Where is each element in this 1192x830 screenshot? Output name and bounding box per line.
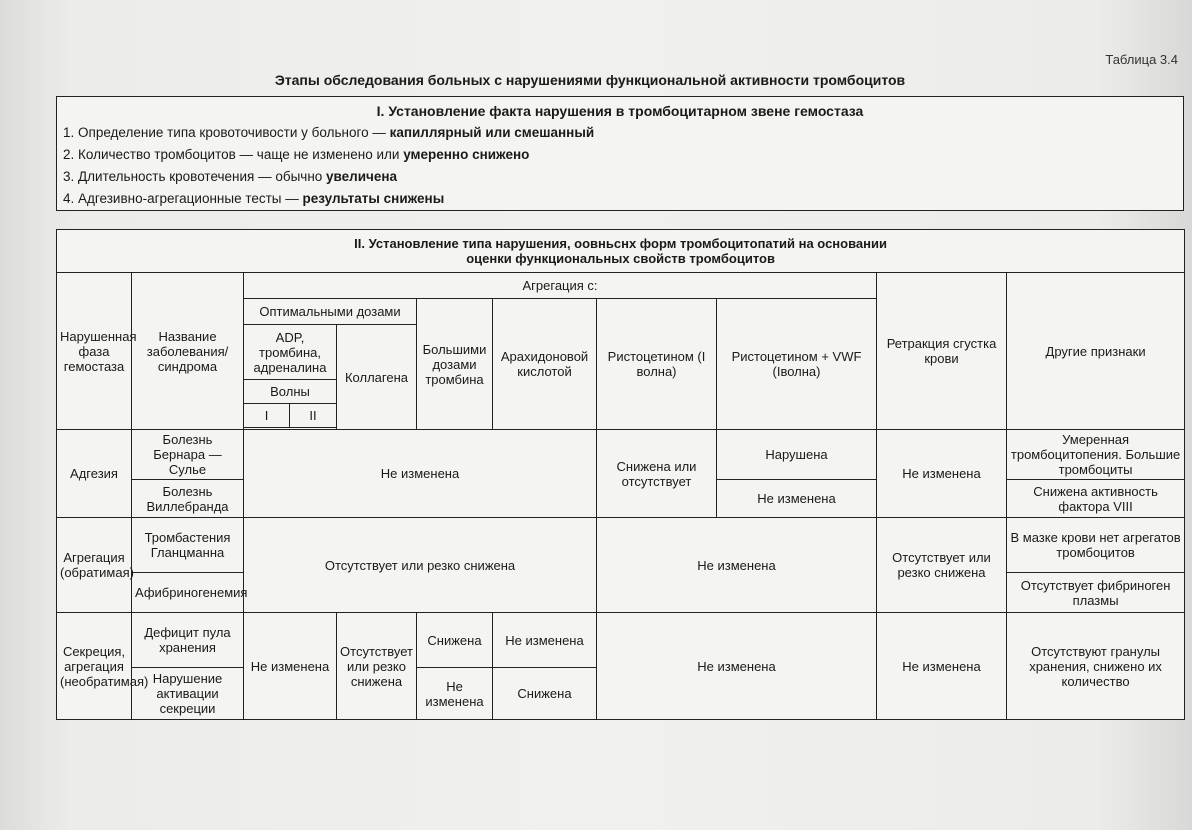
cell-optimal-adhesion: Не изменена [244,430,597,518]
header-adp: ADP, тромбина, адреналина [244,325,337,380]
cell-thrombin-activation: Не изменена [417,668,493,720]
header-ristocetin-vwf: Ристоцетином + VWF (Iволна) [717,299,877,430]
disease-secretion-activation: Нарушение активации секреции [132,668,244,720]
item-text: 1. Определение типа кровоточивости у больного — [63,125,390,140]
section-1-item [57,122,1183,144]
cell-other-vw: Снижена активность фактора VIII [1007,480,1185,518]
cell-ristocetin-adhesion: Снижена или отсутствует [597,430,717,518]
header-wave-1: I [244,404,290,428]
cell-retraction-aggregation: Отсутствует или резко снижена [877,518,1007,613]
cell-arachidonic-storage: Не изменена [493,613,597,668]
cell-ristocetin-aggregation: Не изменена [597,518,877,613]
item-bold-text: увеличена [326,169,398,184]
section-2-table [56,229,1185,720]
document-title: Этапы обследования больных с нарушениями функциональной активности тромбоцитов [274,72,906,88]
disease-glanzmann: Тромбастения Гланцманна [132,518,244,573]
cell-other-afibrinogenemia: Отсутствует фибриноген плазмы [1007,573,1185,613]
header-phase: Нарушенная фаза гемостаза [57,273,132,430]
item-bold-text: умеренно снижено [403,147,530,162]
cell-ristocetin-vwf-vw: Не изменена [717,480,877,518]
header-wave-2: II [290,404,337,428]
heading-line: II. Установление типа нарушения, оовньснх форм тромбоцитопатий на основании [354,236,887,251]
header-thrombin-high: Большими дозами тромбина [417,299,493,430]
cell-thrombin-storage: Снижена [417,613,493,668]
header-waves: Волны [244,380,337,404]
cell-optimal-aggregation: Отсутствует или резко снижена [244,518,597,613]
cell-other-bs: Умеренная тромбоцитопения. Большие тромбоциты [1007,430,1185,480]
cell-ristocetin-secretion: Не изменена [597,613,877,720]
section-1-item [57,166,1183,188]
section-1-item [57,144,1183,166]
item-text: 4. Адгезивно-агрегационные тесты — [63,191,303,206]
header-ristocetin: Ристоцетином (I волна) [597,299,717,430]
section-1-heading: I. Установление факта нарушения в тромбоцитарном звене гемостаза [376,103,864,119]
cell-collagen-secretion: Отсутствует или резко снижена [337,613,417,720]
section-1-item [57,188,1183,210]
phase-adhesion: Адгезия [57,430,132,518]
cell-other-glanzmann: В мазке крови нет агрегатов тромбоцитов [1007,518,1185,573]
header-aggregation: Агрегация с: [244,273,877,299]
header-other: Другие признаки [1007,273,1185,430]
heading-line: оценки функциональных свойств тромбоцитов [466,251,775,266]
section-1 [56,96,1184,211]
cell-other-secretion: Отсутствуют гранулы хранения, снижено их количество [1007,613,1185,720]
phase-aggregation: Агрегация (обратимая) [57,518,132,613]
header-arachidonic: Арахидоновой кислотой [493,299,597,430]
section-2-heading [57,230,1185,273]
header-collagen: Коллагена [337,325,417,430]
item-bold-text: результаты снижены [302,191,445,206]
cell-ristocetin-vwf-bs: Нарушена [717,430,877,480]
item-bold-text: капиллярный или смешанный [389,125,595,140]
disease-willebrand: Болезнь Виллебранда [132,480,244,518]
disease-storage-pool: Дефицит пула хранения [132,613,244,668]
header-retraction: Ретракция сгустка крови [877,273,1007,430]
header-disease: Название заболевания/синдрома [132,273,244,430]
cell-adp-secretion: Не изменена [244,613,337,720]
cell-arachidonic-activation: Снижена [493,668,597,720]
cell-retraction-adhesion: Не изменена [877,430,1007,518]
table-number: Таблица 3.4 [1105,52,1178,67]
phase-secretion: Секреция, агрегация (необратимая) [57,613,132,720]
disease-afibrinogenemia: Афибриногенемия [132,573,244,613]
disease-bernard-soulier: Болезнь Бернара — Сулье [132,430,244,480]
cell-retraction-secretion: Не изменена [877,613,1007,720]
header-optimal: Оптимальными дозами [244,299,417,325]
item-text: 2. Количество тромбоцитов — чаще не изменено или [63,147,404,162]
item-text: 3. Длительность кровотечения — обычно [63,169,327,184]
